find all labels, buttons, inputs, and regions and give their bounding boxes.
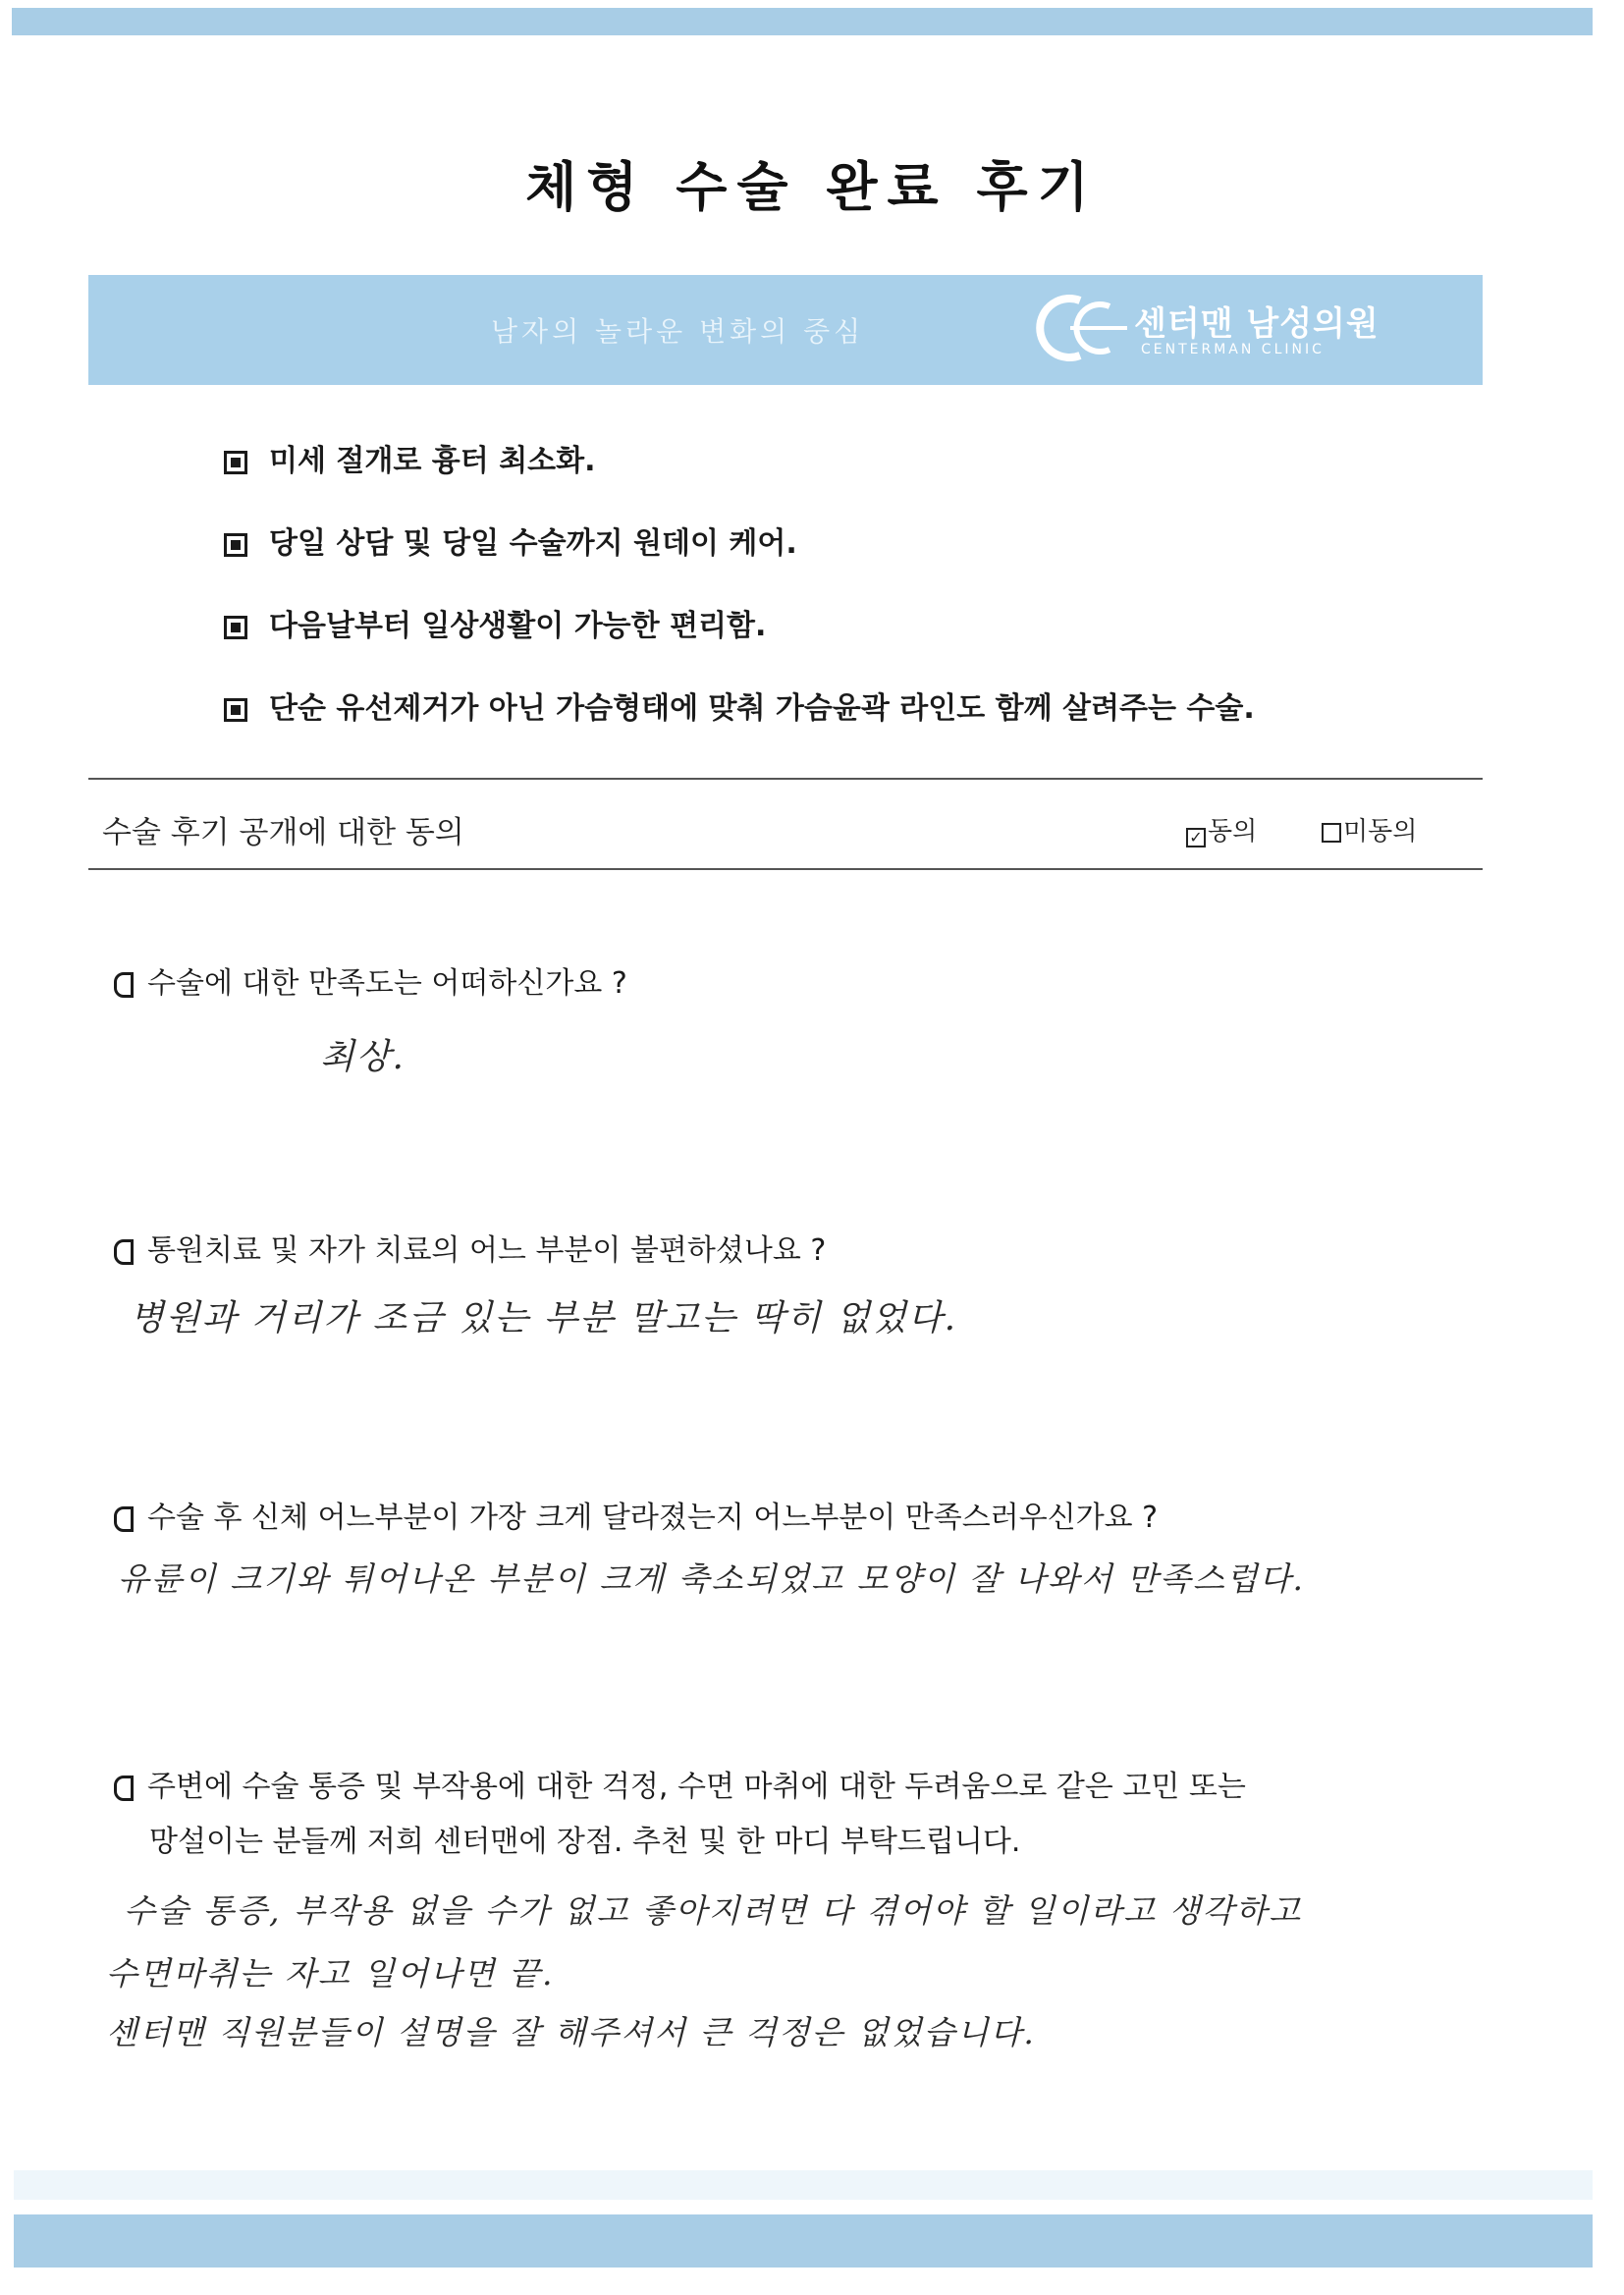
question-4 <box>114 1768 1390 1862</box>
square-bullet-icon <box>224 698 247 722</box>
handwritten-answer-4-line-1: 수술 통증, 부작용 없을 수가 없고 좋아지려면 다 겪어야 할 일이라고 생각하고 <box>124 1891 1303 1930</box>
feature-text: 당일 상담 및 당일 수술까지 원데이 케어. <box>269 526 797 561</box>
question-text: 수술 후 신체 어느부분이 가장 크게 달라졌는지 어느부분이 만족스러우신가요 ? <box>147 1501 1159 1535</box>
feature-text: 단순 유선제거가 아닌 가슴형태에 맞춰 가슴윤곽 라인도 함께 살려주는 수술. <box>269 691 1255 726</box>
document-title: 체형 수술 완료 후기 <box>525 156 1099 218</box>
clinic-name: 센터맨 남성의원 <box>1134 304 1380 344</box>
agree-label: 동의 <box>1208 817 1258 847</box>
bottom-color-band <box>14 2214 1593 2268</box>
handwritten-answer-1: 최상. <box>320 1037 406 1077</box>
feature-item <box>224 607 1500 689</box>
feature-text: 다음날부터 일상생활이 가능한 편리함. <box>269 609 767 643</box>
feature-item <box>224 442 1500 524</box>
checked-box-icon[interactable]: ✓ <box>1186 828 1206 847</box>
divider <box>88 868 1483 870</box>
consent-label: 수술 후기 공개에 대한 동의 <box>102 815 464 850</box>
clinic-name-en: CENTERMAN CLINIC <box>1141 342 1325 357</box>
handwritten-answer-3: 유륜이 크기와 튀어나온 부분이 크게 축소되었고 모양이 잘 나와서 만족스럽다. <box>118 1559 1305 1598</box>
bottom-faint-band <box>14 2170 1593 2200</box>
feature-item <box>224 524 1500 607</box>
handwritten-answer-4-line-3: 센터맨 직원분들이 설명을 잘 해주셔서 큰 걱정은 없었습니다. <box>106 2013 1036 2051</box>
question-2 <box>114 1231 1390 1271</box>
feature-list <box>224 442 1500 772</box>
top-color-band <box>12 8 1593 35</box>
question-text: 수술에 대한 만족도는 어떠하신가요 ? <box>147 966 627 1001</box>
banner-slogan: 남자의 놀라운 변화의 중심 <box>491 315 865 348</box>
question-text: 통원치료 및 자가 치료의 어느 부분이 불편하셨나요 ? <box>147 1233 827 1268</box>
question-3 <box>114 1499 1390 1538</box>
square-bullet-icon <box>224 451 247 474</box>
divider <box>88 778 1483 780</box>
question-bracket-icon <box>114 972 134 998</box>
disagree-label: 미동의 <box>1343 817 1418 847</box>
consent-disagree-option[interactable] <box>1322 811 1417 847</box>
question-text: 주변에 수술 통증 및 부작용에 대한 걱정, 수면 마취에 대한 두려움으로 같은 고민 또는 <box>147 1770 1246 1804</box>
feature-item <box>224 689 1500 772</box>
square-bullet-icon <box>224 616 247 639</box>
question-1 <box>114 964 1390 1004</box>
handwritten-answer-4-line-2: 수면마취는 자고 일어나면 끝. <box>106 1954 555 1993</box>
clinic-logo-icon <box>1011 293 1129 363</box>
unchecked-box-icon[interactable] <box>1322 823 1341 843</box>
square-bullet-icon <box>224 533 247 557</box>
handwritten-answer-2: 병원과 거리가 조금 있는 부분 말고는 딱히 없었다. <box>130 1298 958 1339</box>
question-bracket-icon <box>114 1506 134 1532</box>
question-bracket-icon <box>114 1239 134 1265</box>
clinic-banner <box>88 275 1483 385</box>
feature-text: 미세 절개로 흉터 최소화. <box>269 444 596 478</box>
question-text-continued: 망설이는 분들께 저희 센터맨에 장점. 추천 및 한 마디 부탁드립니다. <box>149 1825 1021 1859</box>
consent-agree-option[interactable] <box>1186 811 1257 847</box>
question-bracket-icon <box>114 1776 134 1801</box>
